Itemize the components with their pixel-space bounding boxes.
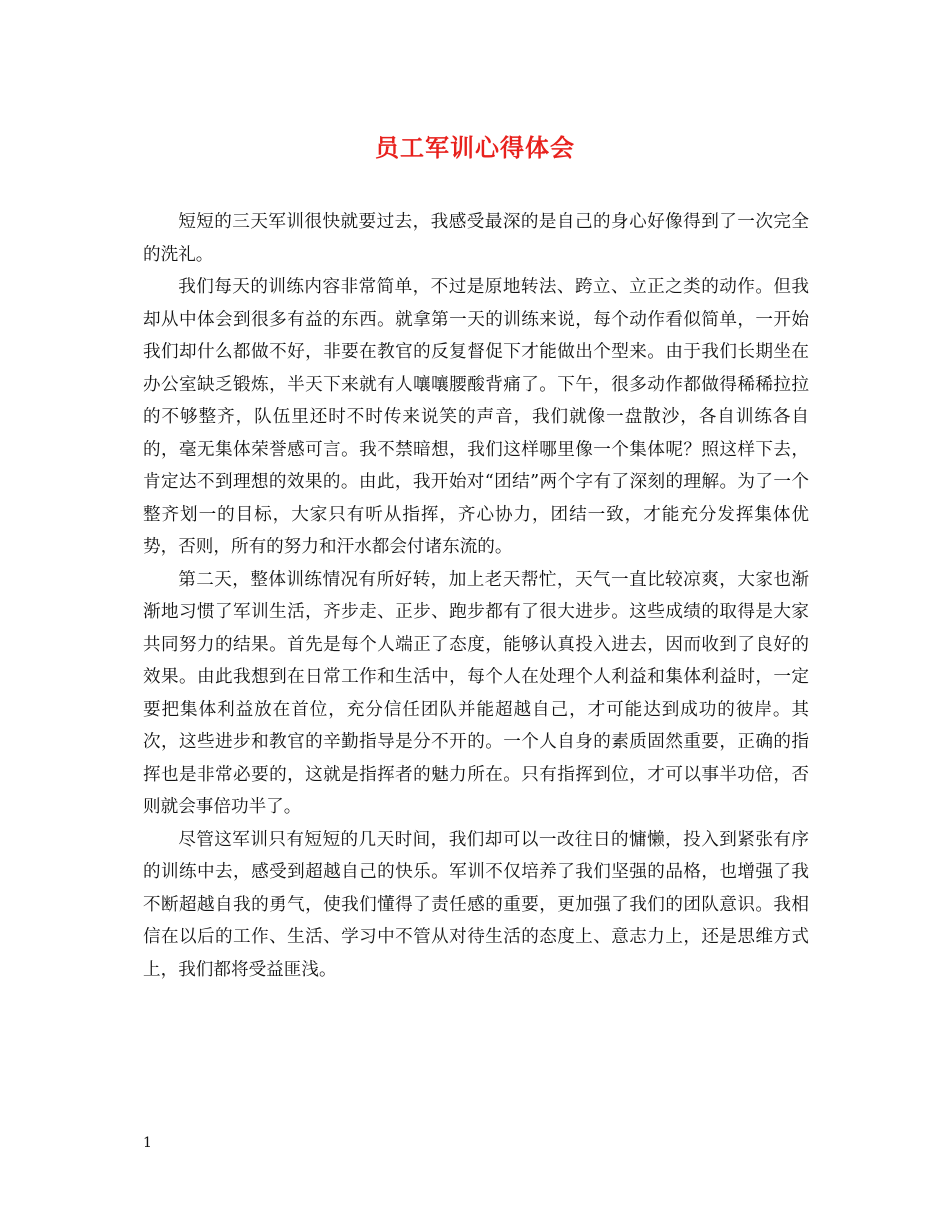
- paragraph-4: 尽管这军训只有短短的几天时间，我们却可以一改往日的慵懒，投入到紧张有序的训练中去，感受到超越自己的快乐。军训不仅培养了我们坚强的品格，也增强了我不断超越自我的勇气，使我们懂得了责任感的重要，更加强了我们的团队意识。我相信在以后的工作、生活、学习中不管从对待生活的态度上、意志力上，还是思维方式上，我们都将受益匪浅。: [143, 829, 809, 980]
- paragraph-2: 我们每天的训练内容非常简单，不过是原地转法、跨立、立正之类的动作。但我却从中体会到很多有益的东西。就拿第一天的训练来说，每个动作看似简单，一开始我们却什么都做不好，非要在教官的反复督促下才能做出个型来。由于我们长期坐在办公室缺乏锻炼，半天下来就有人嚷嚷腰酸背痛了。下午，很多动作都做得稀稀拉拉的不够整齐，队伍里还时不时传来说笑的声音，我们就像一盘散沙，各自训练各自的，毫无集体荣誉感可言。我不禁暗想，我们这样哪里像一个集体呢？照这样下去，肯定达不到理想的效果的。由此，我开始对“团结”两个字有了深刻的理解。为了一个整齐划一的目标，大家只有听从指挥，齐心协力，团结一致，才能充分发挥集体优势，否则，所有的努力和汗水都会付诸东流的。: [143, 277, 809, 557]
- document-body: [143, 206, 809, 986]
- paragraph-1: 短短的三天军训很快就要过去，我感受最深的是自己的身心好像得到了一次完全的洗礼。: [143, 212, 809, 265]
- paragraph-3: 第二天，整体训练情况有所好转，加上老天帮忙，天气一直比较凉爽，大家也渐渐地习惯了军训生活，齐步走、正步、跑步都有了很大进步。这些成绩的取得是大家共同努力的结果。首先是每个人端正了态度，能够认真投入进去，因而收到了良好的效果。由此我想到在日常工作和生活中，每个人在处理个人利益和集体利益时，一定要把集体利益放在首位，充分信任团队并能超越自己，才可能达到成功的彼岸。其次，这些进步和教官的辛勤指导是分不开的。一个人自身的素质固然重要，正确的指挥也是非常必要的，这就是指挥者的魅力所在。只有指挥到位，才可以事半功倍，否则就会事倍功半了。: [143, 569, 809, 817]
- document-title: 员工军训心得体会: [375, 133, 575, 162]
- page-number: 1: [143, 1135, 152, 1151]
